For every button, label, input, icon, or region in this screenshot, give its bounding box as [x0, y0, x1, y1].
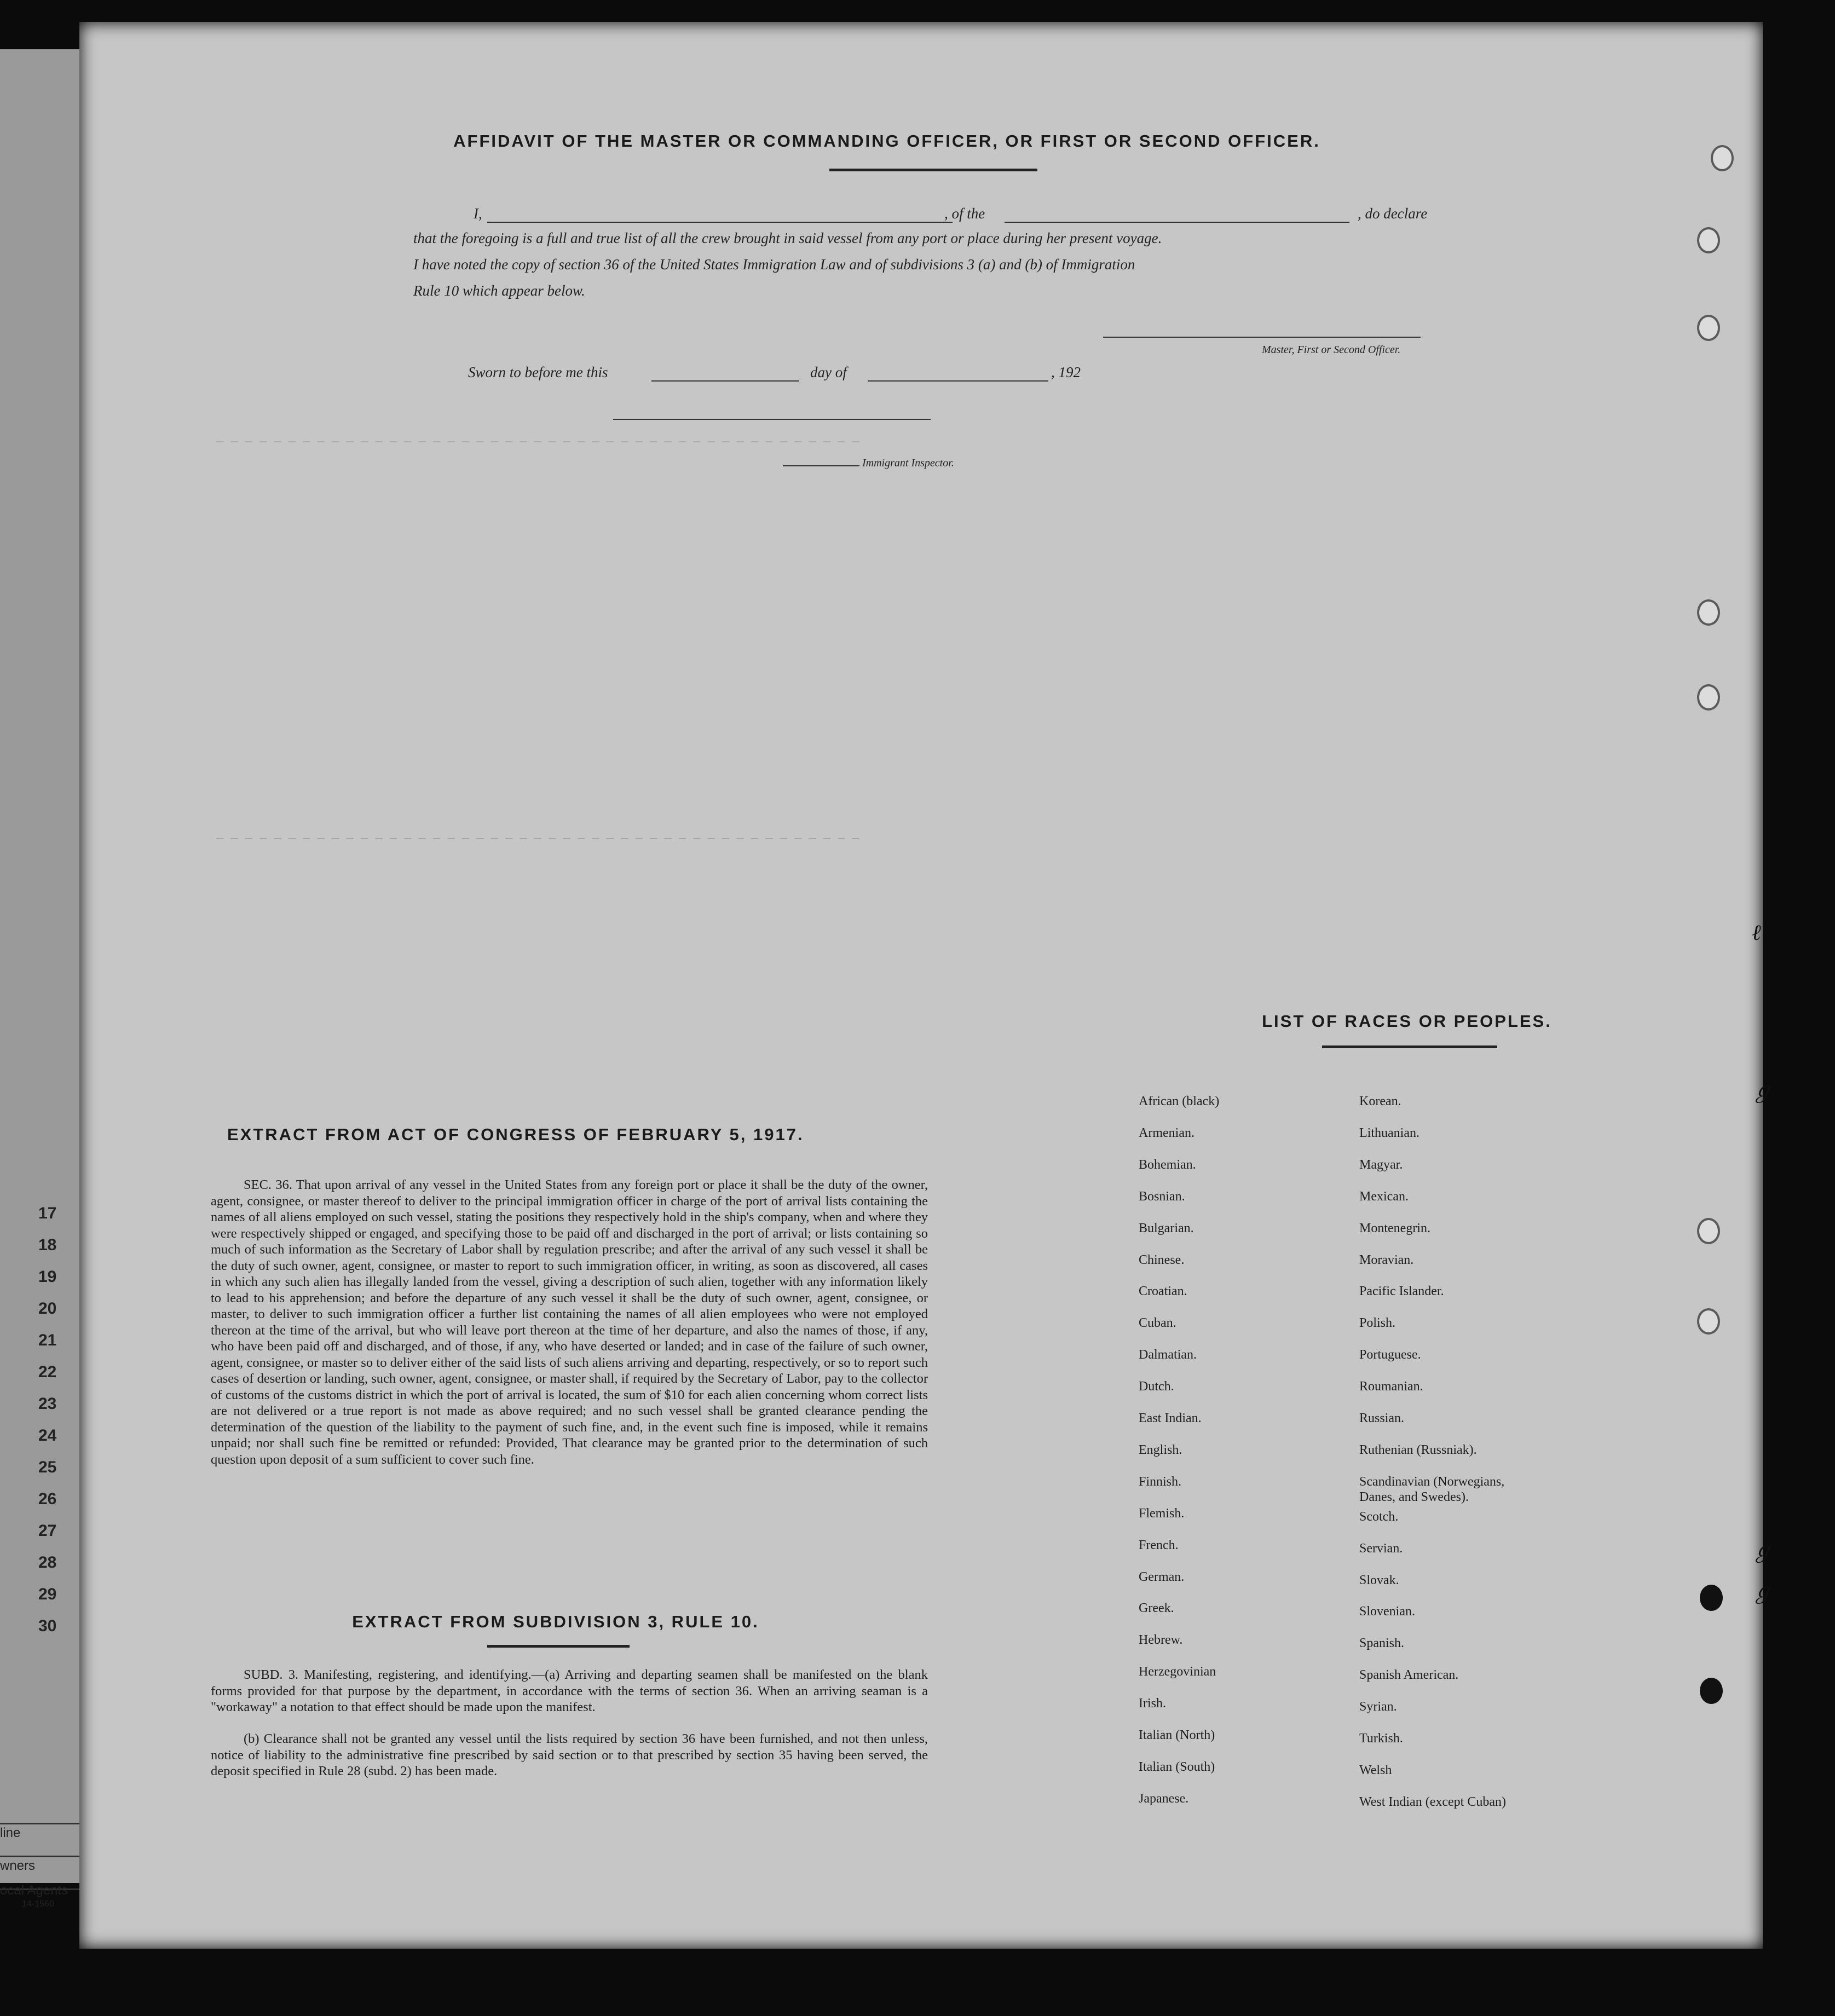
act-extract-title: EXTRACT FROM ACT OF CONGRESS OF FEBRUARY 5, 1917.: [227, 1125, 804, 1144]
handwriting-mark: ℊ: [1752, 1078, 1774, 1102]
sworn-month-blank[interactable]: [868, 380, 1048, 382]
race-item: Greek.: [1139, 1601, 1174, 1616]
punch-hole: [1700, 1585, 1723, 1611]
underpage-row-number: 20: [38, 1299, 57, 1318]
race-item: Finnish.: [1139, 1474, 1182, 1489]
race-item: West Indian (except Cuban): [1359, 1794, 1506, 1809]
affidavit-statement-1: that the foregoing is a full and true list of all the crew brought in said vessel from any port or place during her present voyage.: [413, 230, 1162, 246]
affidavit-of-the: , of the: [944, 205, 985, 222]
sworn-text: Sworn to before me this: [468, 364, 608, 380]
race-item: Bosnian.: [1139, 1189, 1185, 1204]
race-item: Herzegovinian: [1139, 1665, 1216, 1679]
race-item: French.: [1139, 1538, 1179, 1552]
race-item: Moravian.: [1359, 1252, 1414, 1267]
underpage-row-number: 23: [38, 1395, 57, 1413]
race-item: Japanese.: [1139, 1791, 1189, 1806]
rule-extract-title: EXTRACT FROM SUBDIVISION 3, RULE 10.: [352, 1612, 759, 1631]
race-item: Scandinavian (Norwegians, Danes, and Swedes).: [1359, 1474, 1505, 1504]
race-item: Mexican.: [1359, 1189, 1409, 1204]
race-item: English.: [1139, 1442, 1182, 1457]
underpage-label-line: line: [0, 1826, 21, 1840]
rule-extract-text-a: SUBD. 3. Manifesting, registering, and identifying.—(a) Arriving and departing seamen shall be manifested on the blank forms provided for that purpose by the department, in accordance with the terms of section 36. When an arriving seaman is a "workaway" a notation to that effect should be made upon the manifest.: [211, 1667, 928, 1714]
bleed-through-text: — — — — — — — — — — — — — — — — — — — — — — — — — — — — — — — — — — — — — — — — — — — — —: [216, 435, 859, 449]
underpage-row-number: 18: [38, 1236, 57, 1254]
underpage-row-number: 26: [38, 1490, 57, 1508]
bleed-through-text: — — — — — — — — — — — — — — — — — — — — — — — — — — — — — — — — — — — — — — — — — — — — —: [216, 832, 859, 846]
race-item: Lithuanian.: [1359, 1125, 1419, 1140]
underpage-row-number: 30: [38, 1617, 57, 1635]
master-signature-label: Master, First or Second Officer.: [1262, 344, 1401, 356]
race-item: Cuban.: [1139, 1316, 1176, 1331]
punch-hole: [1711, 145, 1734, 171]
punch-hole: [1697, 599, 1720, 626]
race-item: Magyar.: [1359, 1157, 1403, 1172]
affidavit-declare: , do declare: [1358, 205, 1428, 222]
underpage-row-number: 21: [38, 1331, 57, 1349]
race-item: Croatian.: [1139, 1284, 1187, 1299]
races-title: LIST OF RACES OR PEOPLES.: [1262, 1012, 1552, 1031]
race-item: Polish.: [1359, 1316, 1396, 1331]
race-item: East Indian.: [1139, 1411, 1202, 1425]
underpage-row-number: 22: [38, 1363, 57, 1381]
race-item: Dalmatian.: [1139, 1348, 1197, 1362]
sworn-day-blank[interactable]: [651, 380, 799, 382]
manifest-back-page: [79, 22, 1774, 1949]
vessel-blank[interactable]: [1005, 222, 1349, 223]
race-item: Scotch.: [1359, 1509, 1399, 1524]
rule-title-underline: [487, 1645, 630, 1648]
race-item: Italian (South): [1139, 1759, 1215, 1774]
race-item: Chinese.: [1139, 1252, 1185, 1267]
race-item: Armenian.: [1139, 1125, 1195, 1140]
race-item: Montenegrin.: [1359, 1221, 1430, 1235]
race-item: Slovak.: [1359, 1573, 1399, 1587]
act-extract-text: SEC. 36. That upon arrival of any vessel in the United States from any foreign port or place it shall be the duty of the owner, agent, consignee, or master thereof to deliver to the principal immigration officer in charge of the port of arrival lists containing the names of all aliens employed on such vessel, stating the positions they respectively hold in the ship's company, when and where they were respectively shipped or engaged, and specifying those to be paid off and discharged in the port of arrival; or lists containing so much of such information as the Secretary of Labor shall by regulation prescribe; and after the arrival of any such vessel it shall be the duty of such owner, agent, consignee, or master to report to such immigration officer, in writing, as soon as discovered, all cases in which any such alien has illegally landed from the vessel, giving a description of such alien, together with any information likely to lead to his apprehension; and before the departure of any such vessel it shall be the duty of such owner, agent, consignee, or master, to deliver to such immigration officer a further list containing the names of all alien employees who were not employed thereon at the time of the arrival, but who will leave port thereon at the time of her departure, and also the names of those, if any, who have been paid off and discharged, and of those, if any, who have deserted or landed; and in case of the failure of such owner, agent, consignee, or master so to deliver either of the said lists of such aliens arriving and departing, respectively, or so to report such cases of desertion or landing, such owner, agent, consignee, or master shall, if required by the Secretary of Labor, pay to the collector of customs of the customs district in which the port of arrival is located, the sum of $10 for each alien concerning whom correct lists are not delivered or a true report is not made as above required; and no such vessel shall be granted clearance pending the determination of the question of the liability to the payment of such fine, and, in the event such fine is imposed, while it remains unpaid; nor shall such fine be remitted or refunded: Provided, That clearance may be granted prior to the determination of such question upon deposit of a sum sufficient to cover such fine.: [211, 1177, 928, 1467]
inspector-signature-line[interactable]: [613, 419, 931, 420]
underpage-label-owners: wners: [0, 1858, 36, 1873]
race-item: Dutch.: [1139, 1379, 1174, 1394]
race-item: Portuguese.: [1359, 1348, 1421, 1362]
punch-hole: [1697, 227, 1720, 253]
year-text: , 192: [1051, 364, 1081, 380]
race-item: Servian.: [1359, 1541, 1403, 1556]
day-of-text: day of: [810, 364, 847, 380]
affidavit-statement-2: I have noted the copy of section 36 of the United States Immigration Law and of subdivisions 3 (a) and (b) of Immigration: [413, 256, 1135, 273]
inspector-label: Immigrant Inspector.: [862, 457, 954, 469]
handwriting-mark: ℓ: [1752, 920, 1761, 945]
race-item: Hebrew.: [1139, 1633, 1183, 1648]
race-item: Pacific Islander.: [1359, 1284, 1444, 1299]
punch-hole: [1700, 1678, 1723, 1704]
race-item: Irish.: [1139, 1696, 1166, 1711]
race-item: Roumanian.: [1359, 1379, 1423, 1394]
race-item: Bohemian.: [1139, 1157, 1196, 1172]
title-underline: [829, 169, 1037, 171]
race-item: Spanish.: [1359, 1636, 1405, 1651]
race-item: Spanish American.: [1359, 1668, 1459, 1683]
punch-hole: [1697, 1218, 1720, 1244]
underpage-row-number: 28: [38, 1553, 57, 1572]
handwriting-mark: ℊ: [1752, 1579, 1774, 1603]
affidavit-statement-3: Rule 10 which appear below.: [413, 282, 585, 299]
underpage-row-number: 25: [38, 1458, 57, 1476]
rule-extract-text-b: (b) Clearance shall not be granted any vessel until the lists required by section 36 have been furnished, and not then unless, notice of liability to the administrative fine prescribed by said section or to that prescribed by section 35 having been served, the deposit specified in Rule 28 (subd. 2) has been made.: [211, 1731, 928, 1778]
underpage-row-number: 27: [38, 1522, 57, 1540]
underpage-rule: [0, 1823, 82, 1824]
underpage-label-agents: ocal Agents: [0, 1883, 68, 1898]
races-title-underline: [1322, 1045, 1497, 1048]
affidavit-title: AFFIDAVIT OF THE MASTER OR COMMANDING OFFICER, OR FIRST OR SECOND OFFICER.: [453, 131, 1320, 151]
affidavit-i: I,: [474, 205, 482, 222]
punch-hole: [1697, 315, 1720, 341]
race-item: Ruthenian (Russniak).: [1359, 1442, 1477, 1457]
race-item: Syrian.: [1359, 1700, 1397, 1714]
punch-hole: [1697, 684, 1720, 710]
inspector-short-line: [783, 465, 859, 466]
race-item: German.: [1139, 1569, 1185, 1584]
underpage-row-number: 17: [38, 1204, 57, 1222]
race-item: Italian (North): [1139, 1728, 1215, 1742]
race-item: Slovenian.: [1359, 1604, 1415, 1619]
punch-hole: [1697, 1308, 1720, 1335]
underpage-row-number: 19: [38, 1268, 57, 1286]
underpage-row-number: 24: [38, 1426, 57, 1445]
race-item: Russian.: [1359, 1411, 1405, 1425]
race-item: Korean.: [1359, 1094, 1401, 1108]
race-item: African (black): [1139, 1094, 1220, 1108]
race-item: Bulgarian.: [1139, 1221, 1194, 1235]
race-item: Flemish.: [1139, 1506, 1185, 1521]
underpage-form-code: 14-1560: [22, 1899, 54, 1909]
name-blank[interactable]: [487, 222, 953, 223]
handwriting-mark: ℊ: [1752, 1538, 1774, 1562]
race-item: Turkish.: [1359, 1731, 1403, 1746]
underpage-row-number: 29: [38, 1585, 57, 1603]
race-item: Welsh: [1359, 1763, 1392, 1777]
underpage-rule: [0, 1856, 82, 1857]
master-signature-line[interactable]: [1103, 337, 1421, 338]
